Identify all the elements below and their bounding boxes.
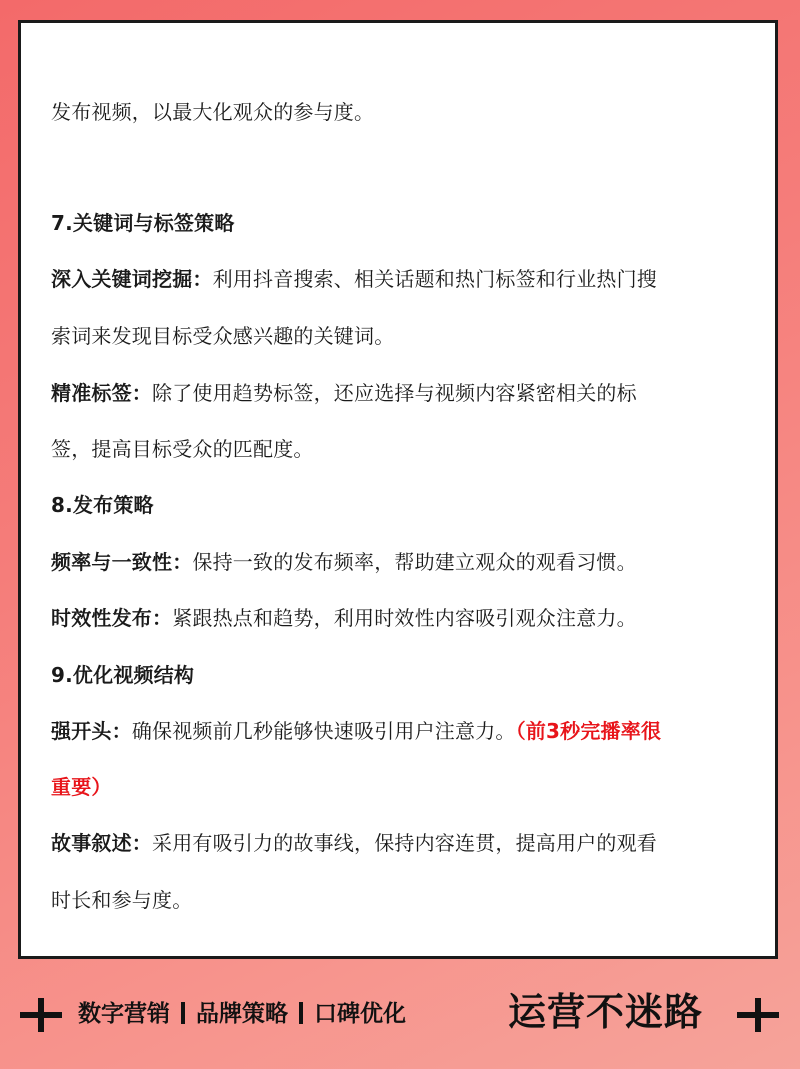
paragraph-line — [51, 98, 745, 126]
precise-tag-text: 除了使用趋势标签，还应选择与视频内容紧密相关的标 — [152, 381, 637, 405]
plus-icon — [20, 998, 62, 1032]
strong-opening-text: 确保视频前几秒能够快速吸引用户注意力。 — [131, 719, 516, 743]
section-9-title: 9.优化视频结构 — [51, 663, 195, 687]
precise-tag-line-2 — [51, 435, 745, 463]
strong-opening-line — [51, 717, 745, 745]
footer-tag-reputation: 口碑优化 — [314, 1001, 406, 1027]
storytelling-label: 故事叙述： — [51, 831, 152, 855]
keyword-mining-line-2 — [51, 322, 745, 350]
footer-tag-brand-strategy: 品牌策略 — [196, 1001, 288, 1027]
timeliness-label: 时效性发布： — [51, 606, 173, 630]
footer-tag-digital-marketing: 数字营销 — [78, 1001, 170, 1027]
precise-tag-label: 精准标签： — [51, 381, 152, 405]
storytelling-line-2 — [51, 886, 745, 914]
frequency-text: 保持一致的发布频率，帮助建立观众的观看习惯。 — [192, 550, 637, 574]
footer-bar — [0, 970, 800, 1060]
keyword-mining-text-cont: 索词来发现目标受众感兴趣的关键词。 — [51, 324, 395, 348]
strong-opening-note: （前3秒完播率很 — [515, 719, 662, 743]
storytelling-line — [51, 829, 745, 857]
footer-tagline — [78, 996, 406, 1032]
storytelling-text: 采用有吸引力的故事线，保持内容连贯，提高用户的观看 — [152, 831, 657, 855]
frequency-line — [51, 548, 745, 576]
keyword-mining-line — [51, 265, 745, 293]
strong-opening-note-cont: 重要） — [51, 775, 112, 799]
footer-slogan: 运营不迷路 — [508, 990, 704, 1034]
section-7-title: 7.关键词与标签策略 — [51, 211, 235, 235]
precise-tag-text-cont: 签，提高目标受众的匹配度。 — [51, 437, 314, 461]
timeliness-text: 紧跟热点和趋势，利用时效性内容吸引观众注意力。 — [172, 606, 637, 630]
precise-tag-line — [51, 379, 745, 407]
content-card — [18, 20, 778, 959]
keyword-mining-text: 利用抖音搜索、相关话题和热门标签和行业热门搜 — [212, 267, 658, 291]
storytelling-text-cont: 时长和参与度。 — [51, 888, 193, 912]
plus-icon — [737, 998, 779, 1032]
keyword-mining-label: 深入关键词挖掘： — [51, 267, 213, 291]
section-8-title: 8.发布策略 — [51, 493, 154, 517]
intro-text: 发布视频，以最大化观众的参与度。 — [51, 100, 375, 124]
separator-bar — [299, 1002, 303, 1024]
strong-opening-line-2 — [51, 773, 745, 801]
strong-opening-label: 强开头： — [51, 719, 132, 743]
frequency-label: 频率与一致性： — [51, 550, 193, 574]
timeliness-line — [51, 604, 745, 632]
separator-bar — [181, 1002, 185, 1024]
